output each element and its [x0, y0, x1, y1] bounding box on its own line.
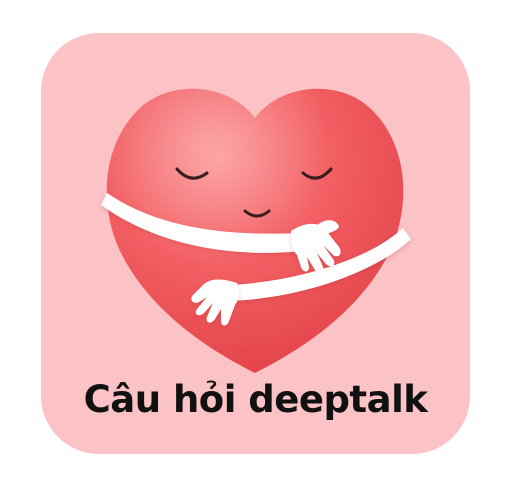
app-icon[interactable] [41, 33, 470, 454]
app-title: Câu hỏi deeptalk [83, 378, 428, 421]
